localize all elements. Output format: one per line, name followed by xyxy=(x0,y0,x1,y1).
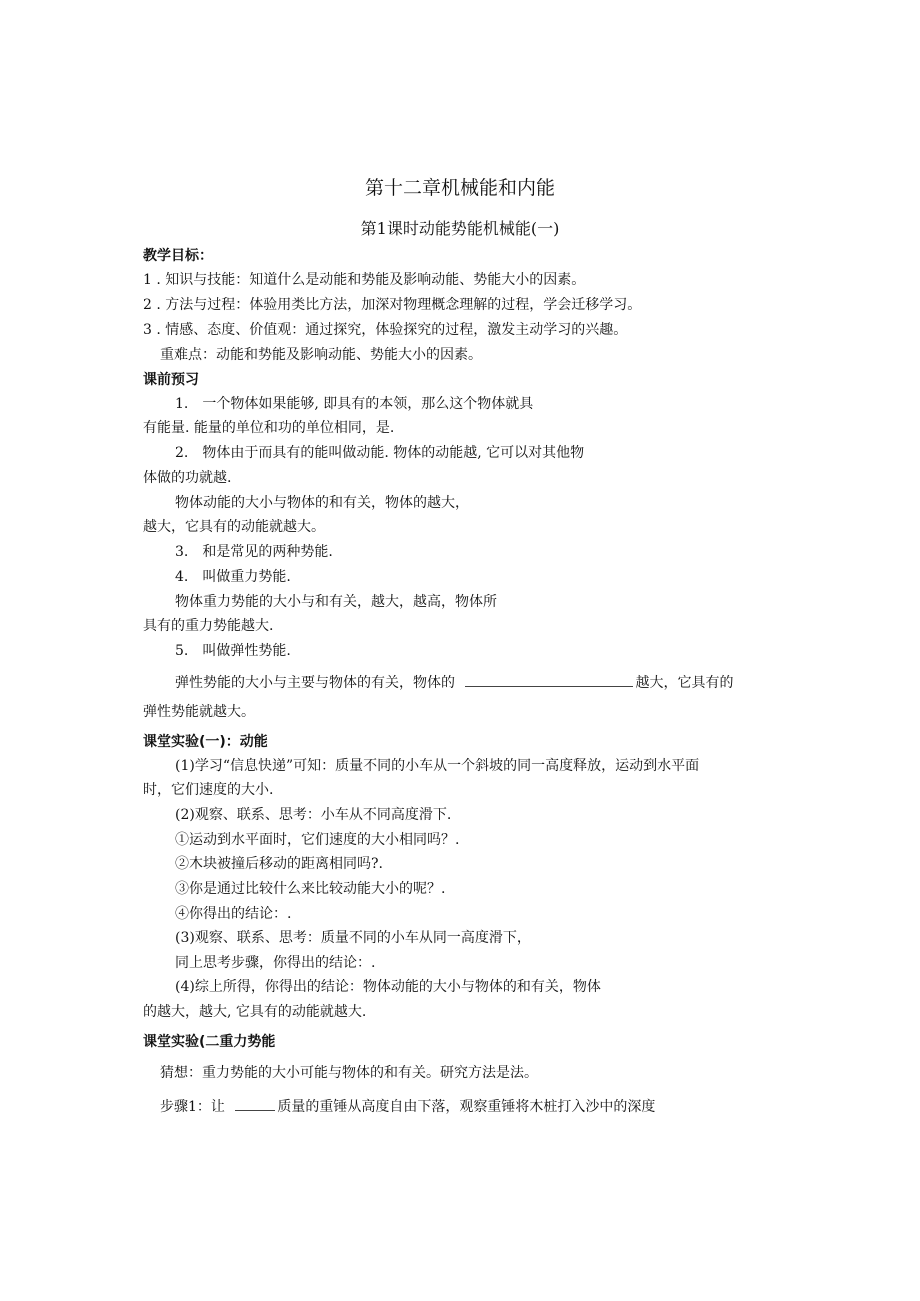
exp1-line: ②木块被撞后移动的距离相同吗?. xyxy=(175,856,383,872)
exp1-line: ③你是通过比较什么来比较动能大小的呢？. xyxy=(175,881,446,897)
step1-text-before: 步骤1：让 xyxy=(160,1099,225,1115)
preview-line: 物体重力势能的大小与和有关，越大，越高，物体所 xyxy=(175,594,497,610)
elastic-text-before: 弹性势能的大小与主要与物体的有关，物体的 xyxy=(175,675,455,691)
preview-line: 具有的重力势能越大. xyxy=(143,618,274,634)
key-points: 重难点：动能和势能及影响动能、势能大小的因素。 xyxy=(160,347,482,363)
elastic-line xyxy=(175,672,733,692)
preview-line: 有能量. 能量的单位和功的单位相同，是. xyxy=(143,420,395,436)
preview-line: 3. 和是常见的两种势能. xyxy=(175,544,333,560)
exp2-guess: 猜想：重力势能的大小可能与物体的和有关。研究方法是法。 xyxy=(160,1065,538,1081)
preview-line: 越大，它具有的动能就越大。 xyxy=(143,519,325,535)
objective-item: 2 . 方法与过程：体验用类比方法，加深对物理概念理解的过程，学会迁移学习。 xyxy=(143,297,642,313)
objective-item: 3 . 情感、态度、价值观：通过探究，体验探究的过程，激发主动学习的兴趣。 xyxy=(143,322,628,338)
exp1-line: ④你得出的结论：. xyxy=(175,906,292,922)
page-title: 第十二章机械能和内能 xyxy=(364,177,555,199)
exp1-line: (2)观察、联系、思考：小车从不同高度滑下. xyxy=(175,807,452,823)
exp1-line: 同上思考步骤，你得出的结论：. xyxy=(175,955,376,971)
exp1-line: (1)学习“信息快递”可知：质量不同的小车从一个斜坡的同一高度释放，运动到水平面 xyxy=(175,758,700,774)
preview-line: 1. 一个物体如果能够, 即具有的本领，那么这个物体就具 xyxy=(175,396,534,412)
elastic-line-2: 弹性势能就越大。 xyxy=(143,704,255,720)
exp1-heading: 课堂实验(一)：动能 xyxy=(143,734,268,750)
objective-item: 1 . 知识与技能：知道什么是动能和势能及影响动能、势能大小的因素。 xyxy=(143,272,586,288)
page-subtitle: 第1课时动能势能机械能(一) xyxy=(360,219,560,238)
exp1-line: 时，它们速度的大小. xyxy=(143,782,274,798)
exp2-heading: 课堂实验(二重力势能 xyxy=(143,1034,276,1050)
preview-line: 5. 叫做弹性势能. xyxy=(175,643,291,659)
answer-blank[interactable] xyxy=(465,672,633,687)
preview-line: 2. 物体由于而具有的能叫做动能. 物体的动能越, 它可以对其他物 xyxy=(175,445,585,461)
preview-line: 物体动能的大小与物体的和有关，物体的越大， xyxy=(175,495,469,511)
answer-blank[interactable] xyxy=(235,1096,275,1111)
exp1-line: ①运动到水平面时，它们速度的大小相同吗？. xyxy=(175,832,460,848)
elastic-text-after: 越大，它具有的 xyxy=(635,675,734,691)
objectives-heading: 教学目标： xyxy=(143,248,213,264)
preview-line: 4. 叫做重力势能. xyxy=(175,569,291,585)
exp1-line: 的越大，越大, 它具有的动能就越大. xyxy=(143,1004,367,1020)
preview-heading: 课前预习 xyxy=(143,372,199,388)
exp1-line: (3)观察、联系、思考：质量不同的小车从同一高度滑下， xyxy=(175,930,531,946)
preview-line: 体做的功就越. xyxy=(143,470,232,486)
exp1-line: (4)综上所得，你得出的结论：物体动能的大小与物体的和有关，物体 xyxy=(175,979,601,995)
exp2-step1 xyxy=(160,1096,655,1116)
step1-text-after: 质量的重锤从高度自由下落，观察重锤将木桩打入沙中的深度 xyxy=(277,1099,656,1115)
